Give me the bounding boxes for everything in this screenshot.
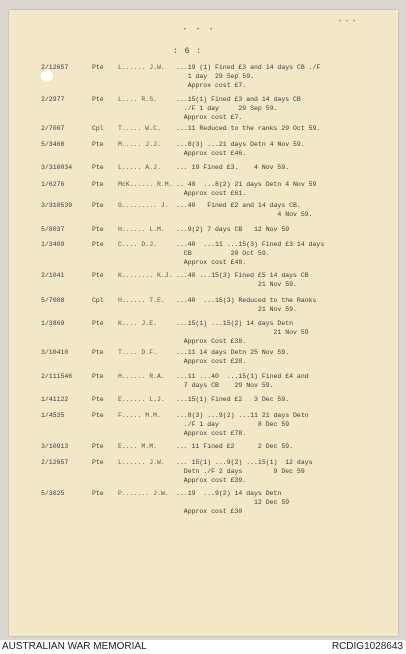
entry-rank: Pte	[92, 490, 104, 497]
entry-rank: Pte	[92, 349, 104, 356]
entry-rank: Pte	[92, 459, 104, 466]
entry-offence: ... 11 Fined £2 2 Dec 59.	[176, 443, 294, 450]
entry-service-number: 2/12657	[41, 459, 69, 466]
entry-service-number: 1/3869	[41, 320, 65, 327]
entry-service-number: 1/6276	[41, 181, 65, 188]
entry-offence: ...40 Fined £2 and 14 days CB. 4 Nov 59.	[176, 202, 313, 218]
entry-name: H...... T.E.	[118, 297, 165, 304]
footer-source: AUSTRALIAN WAR MEMORIAL	[2, 641, 147, 652]
entry-service-number: 3/10410	[41, 349, 69, 356]
entry-name: M..... J.J.	[118, 141, 161, 148]
entry-service-number: 3/310034	[41, 164, 73, 171]
entry-name: G......... J.	[118, 202, 169, 209]
entry-offence: .. 40 ...8(2) 21 days Detn 4 Nov 59 Approx cost £61.	[176, 181, 317, 197]
entry-rank: Cpl	[92, 125, 104, 132]
entry-service-number: 5/3625	[41, 490, 65, 497]
entry-service-number: 3/310539	[41, 202, 73, 209]
entry-offence: ...40 ...15(3) Reduced to the Ranks 21 Nov 59.	[176, 297, 317, 313]
entry-offence: ...15(1) ...15(2) 14 days Detn 21 Nov 59 Approx Cost £38.	[176, 320, 309, 345]
entry-offence: ...11 Reduced to the ranks 29 Oct 59.	[176, 125, 321, 132]
entry-name: McK...... R.M.	[118, 181, 173, 188]
entry-rank: Pte	[92, 412, 104, 419]
entry-rank: Pte	[92, 164, 104, 171]
entry-name: T..... W.C.	[118, 125, 161, 132]
entry-offence: ...15(1) Fined £2 3 Dec 59.	[176, 396, 290, 403]
entry-rank: Pte	[92, 396, 104, 403]
entry-rank: Pte	[92, 181, 104, 188]
entry-service-number: 2/7007	[41, 125, 65, 132]
entry-service-number: 5/8037	[41, 226, 65, 233]
entry-name: C.... D.J.	[118, 241, 158, 248]
entry-offence: ...8(3) ...21 days Detn 4 Nov 59. Approx cost £46.	[176, 141, 305, 157]
entry-offence: ... 19 Fined £3. 4 Nov 59.	[176, 164, 290, 171]
entry-rank: Pte	[92, 202, 104, 209]
corner-mark: • • •	[338, 18, 357, 25]
entry-rank: Pte	[92, 443, 104, 450]
page-number: : 6 :	[173, 47, 203, 56]
entry-service-number: 5/3468	[41, 141, 65, 148]
entry-rank: Pte	[92, 373, 104, 380]
entry-name: K........ K.J.	[118, 272, 173, 279]
entry-name: E...... L.J.	[118, 396, 165, 403]
entry-offence: ...40 ...11 ...15(3) Fined £3 14 days CB 20 Oct 59. Approx cost £48.	[176, 241, 325, 266]
entry-service-number: 2/111546	[41, 373, 73, 380]
entry-offence: ...8(3) ...9(2) ...11 21 days Detn ./F 1 day 8 Dec 59 Approx cost £78.	[176, 412, 309, 437]
entry-rank: Pte	[92, 241, 104, 248]
entry-name: H...... L.M.	[118, 226, 165, 233]
entry-offence: ... 15(1) ...9(2) ...15(1) 12 days Detn ./F 2 days 9 Dec 59 Approx cost £39.	[176, 459, 313, 484]
entry-service-number: 2/1041	[41, 272, 65, 279]
entry-name: T.... D.F.	[118, 349, 158, 356]
entry-offence: ...11 14 days Detn 25 Nov 59. Approx cost £28.	[176, 349, 290, 365]
entry-name: P....... J.W.	[118, 490, 169, 497]
entry-offence: ...19 ...9(2) 14 days Detn 12 Dec 59 Approx cost £30	[176, 490, 290, 515]
entry-name: L...... J.W.	[118, 459, 165, 466]
entry-service-number: 1/4535	[41, 412, 65, 419]
footer	[0, 640, 406, 654]
entry-name: E.... M.M.	[118, 443, 158, 450]
entry-rank: Cpl	[92, 297, 104, 304]
entry-service-number: 2/2977	[41, 96, 65, 103]
entry-service-number: 1/3409	[41, 241, 65, 248]
entry-name: L..... A.J.	[118, 164, 161, 171]
entry-service-number: 5/7008	[41, 297, 65, 304]
entry-offence: ...40 ...15(3) Fined £5 14 days CB 21 Nov 59.	[176, 272, 309, 288]
entry-offence: ...11 ...40 ...15(1) Fined £4 and 7 days CB 29 Nov 59.	[176, 373, 309, 389]
entry-rank: Pte	[92, 226, 104, 233]
entry-offence: ...19 (1) Fined £3 and 14 days CB ./F 1 day 29 Sep 59. Approx cost £7.	[176, 64, 321, 89]
entry-name: F..... M.M.	[118, 412, 161, 419]
entry-rank: Pte	[92, 141, 104, 148]
entry-service-number: 2/12657	[41, 64, 69, 71]
entry-rank: Pte	[92, 64, 104, 71]
entry-offence: ...15(1) Fined £3 and 14 days CB ./F 1 day 29 Sep 59. Approx cost £7.	[176, 96, 301, 121]
entry-name: L.... R.S.	[118, 96, 158, 103]
entry-name: L...... J.W.	[118, 64, 165, 71]
entry-offence: ...9(2) 7 days CB 12 Nov 59	[176, 226, 290, 233]
entry-name: K.... J.E.	[118, 320, 158, 327]
entry-rank: Pte	[92, 320, 104, 327]
entry-rank: Pte	[92, 96, 104, 103]
entry-service-number: 1/41122	[41, 396, 69, 403]
footer-record-id: RCDIG1028643	[331, 641, 403, 652]
top-mark: • • •	[183, 26, 217, 33]
entry-rank: Pte	[92, 272, 104, 279]
entry-name: H...... R.A.	[118, 373, 165, 380]
entry-service-number: 3/10913	[41, 443, 69, 450]
